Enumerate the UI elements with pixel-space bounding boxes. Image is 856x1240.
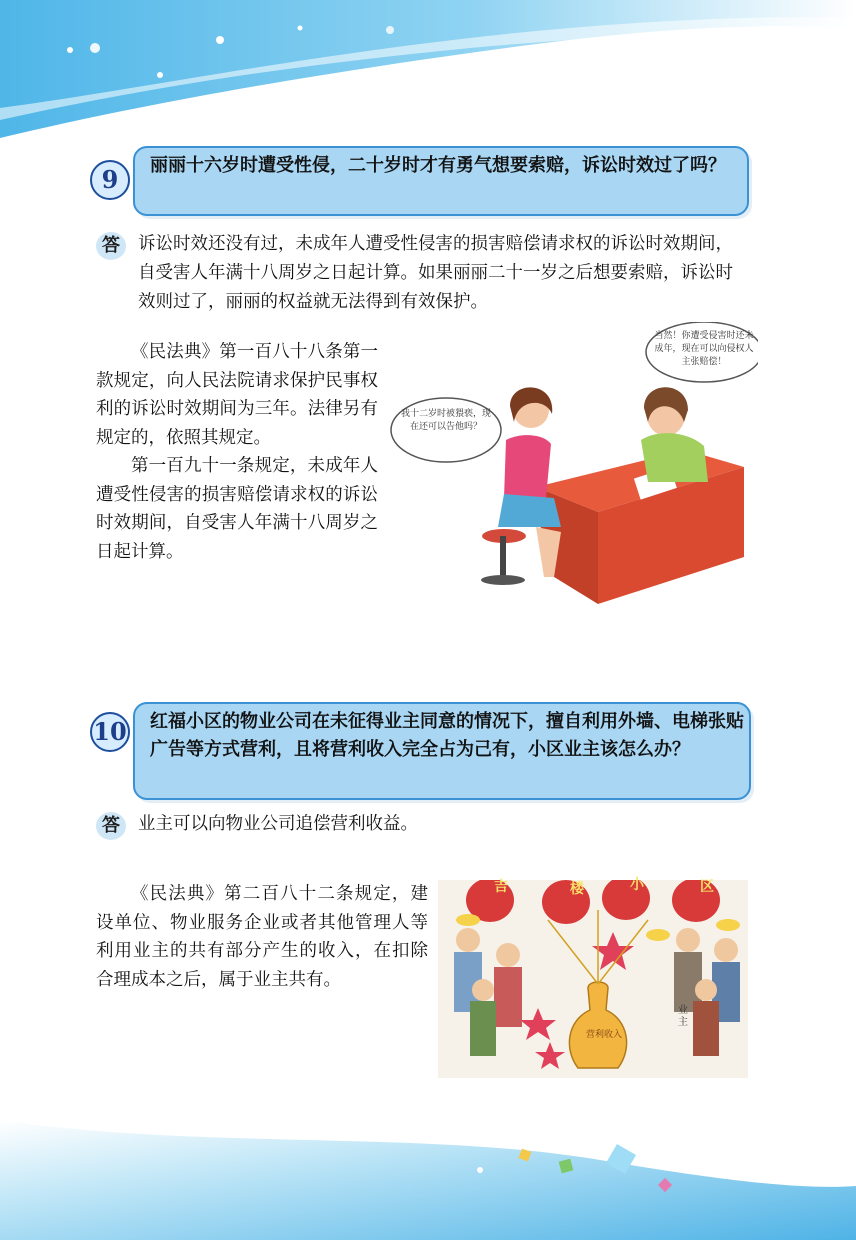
teacher-speech-bubble-text: 当然！你遭受侵害时还未成年，现在可以向侵权人主张赔偿！ (654, 331, 754, 367)
vase-label: 营利收入 (585, 1030, 622, 1040)
lantern-char-3: 小 (630, 877, 644, 893)
question-10-number: 10 (90, 712, 130, 752)
question-10-text: 红福小区的物业公司在未征得业主同意的情况下，擅自利用外墙、电梯张贴广告等方式营利，且将营利收入完全占为己有，小区业主该怎么办？ (150, 711, 744, 760)
answer-10-text: 业主可以向物业公司追偿营利收益。 (138, 814, 418, 834)
lantern-char-2: 楼 (570, 881, 584, 897)
girl-speech-bubble-text: 我十二岁时被猥亵，现在还可以告他吗？ (400, 409, 491, 432)
answer-9-badge: 答 (96, 232, 126, 260)
lantern-char-4: 区 (700, 879, 714, 895)
law-9-paragraph-2: 第一百九十一条规定，未成年人遭受性侵害的损害赔偿请求权的诉讼时效期间，自受害人年满十八周岁之日起计算。 (96, 456, 378, 562)
law-10-text (96, 880, 428, 994)
lantern-char-1: 吉 (494, 879, 508, 895)
answer-10-badge: 答 (96, 812, 126, 840)
owner-label: 业主 (678, 1005, 688, 1028)
lantern-characters (462, 868, 742, 908)
law-10-paragraph-1: 《民法典》第二百八十二条规定，建设单位、物业服务企业或者其他管理人等利用业主的共有部分产生的收入，在扣除合理成本之后，属于业主共有。 (96, 884, 428, 990)
top-decorative-band (0, 0, 856, 150)
question-9-number: 9 (90, 160, 130, 200)
law-9-paragraph-1: 《民法典》第一百八十八条第一款规定，向人民法院请求保护民事权利的诉讼时效期间为三年。法律另有规定的，依照其规定。 (96, 342, 378, 448)
answer-9-text: 诉讼时效还没有过，未成年人遭受性侵害的损害赔偿请求权的诉讼时效期间，自受害人年满十八周岁之日起计算。如果丽丽二十一岁之后想要索赔，诉讼时效则过了，丽丽的权益就无法得到有效保护。 (138, 234, 733, 312)
bottom-decorative-band (0, 1090, 856, 1240)
law-9-text (96, 338, 378, 566)
owners-celebration-illustration (438, 880, 748, 1078)
question-9-text: 丽丽十六岁时遭受性侵，二十岁时才有勇气想要索赔，诉讼时效过了吗？ (150, 155, 726, 176)
